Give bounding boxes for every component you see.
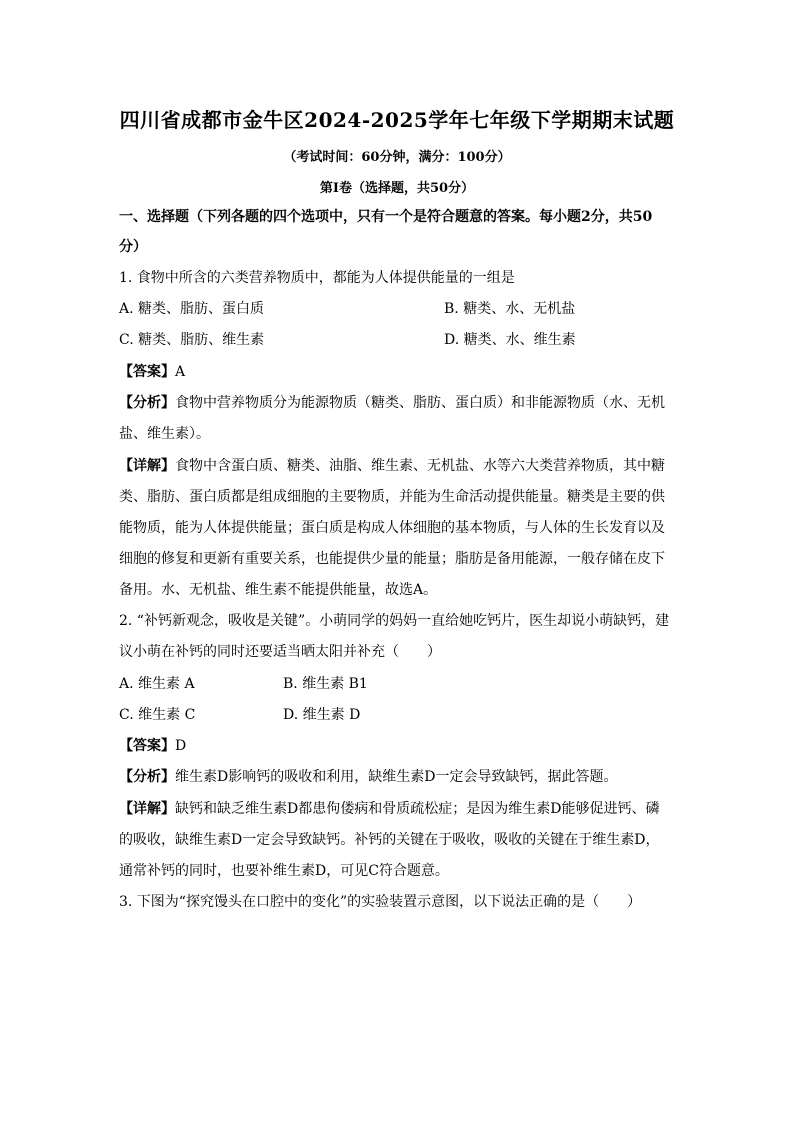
q2-analysis-line1: [119, 767, 679, 787]
q3-stem: 3. 下图为“探究馒头在口腔中的变化”的实验装置示意图，以下说法正确的是（ ）: [119, 894, 642, 910]
analysis-text: 维生素D影响钙的吸收和利用，缺维生素D一定会导致缺钙，据此答题。: [175, 769, 618, 785]
answer-value: A: [175, 364, 186, 380]
q1-option-d: D. 糖类、水、维生素: [444, 332, 576, 348]
analysis-tag: 【分析】: [119, 769, 175, 785]
page-title: 四川省成都市金牛区2024-2025学年七年级下学期期末试题: [119, 108, 675, 132]
q1-option-b: B. 糖类、水、无机盐: [444, 301, 576, 317]
q1-detail-line2: 类、脂肪、蛋白质都是组成细胞的主要物质，并能为生命活动提供能量。糖类是主要的供: [119, 489, 665, 505]
q2-option-d: D. 维生素 D: [283, 707, 361, 723]
q1-detail-line5: 备用。水、无机盐、维生素不能提供能量，故选A。: [119, 582, 438, 598]
answer-tag: 【答案】: [119, 738, 175, 754]
exam-info: （考试时间：60分钟，满分：100分）: [283, 150, 511, 165]
q1-stem: 1. 食物中所含的六类营养物质中，都能为人体提供能量的一组是: [119, 270, 515, 286]
q2-option-c: C. 维生素 C: [119, 707, 196, 723]
part-heading-line1: 一、选择题（下列各题的四个选项中，只有一个是符合题意的答案。每小题2分，共50: [119, 209, 653, 225]
q1-option-c: C. 糖类、脂肪、维生素: [119, 332, 265, 348]
q1-detail-line4: 细胞的修复和更新有重要关系，也能提供少量的能量；脂肪是备用能源，一般存储在皮下: [119, 551, 665, 567]
detail-text: 缺钙和缺乏维生素D都患佝偻病和骨质疏松症；是因为维生素D能够促进钙、磷: [175, 801, 660, 817]
q1-detail-line1: [119, 456, 679, 476]
answer-value: D: [175, 738, 187, 754]
detail-tag: 【详解】: [119, 801, 175, 817]
q2-option-b: B. 维生素 B1: [283, 676, 368, 692]
analysis-text: 食物中营养物质分为能源物质（糖类、脂肪、蛋白质）和非能源物质（水、无机: [175, 395, 665, 411]
part-heading-line2: 分）: [119, 239, 147, 255]
q2-detail-line3: 通常补钙的同时，也要补维生素D，可见C符合题意。: [119, 863, 449, 879]
q2-answer: [119, 736, 679, 756]
q2-detail-line2: 的吸收，缺维生素D一定会导致缺钙。补钙的关键在于吸收，吸收的关键在于维生素D，: [119, 832, 660, 848]
detail-text: 食物中含蛋白质、糖类、油脂、维生素、无机盐、水等六大类营养物质，其中糖: [175, 458, 665, 474]
q2-option-a: A. 维生素 A: [119, 676, 195, 692]
answer-tag: 【答案】: [119, 364, 175, 380]
analysis-tag: 【分析】: [119, 395, 175, 411]
section-title: 第Ⅰ卷（选择题，共50分）: [319, 181, 475, 196]
q1-analysis-line1: [119, 393, 679, 413]
q1-analysis-line2: 盐、维生素）。: [119, 426, 210, 442]
q2-detail-line1: [119, 799, 679, 819]
q1-answer: [119, 362, 679, 382]
detail-tag: 【详解】: [119, 458, 175, 474]
q2-stem-line1: 2. “补钙新观念，吸收是关键”。小萌同学的妈妈一直给她吃钙片，医生却说小萌缺钙，建: [119, 613, 670, 629]
q1-detail-line3: 能物质，能为人体提供能量；蛋白质是构成人体细胞的基本物质，与人体的生长发育以及: [119, 520, 665, 536]
q1-option-a: A. 糖类、脂肪、蛋白质: [119, 301, 265, 317]
q2-stem-line2: 议小萌在补钙的同时还要适当晒太阳并补充（ ）: [119, 644, 441, 660]
